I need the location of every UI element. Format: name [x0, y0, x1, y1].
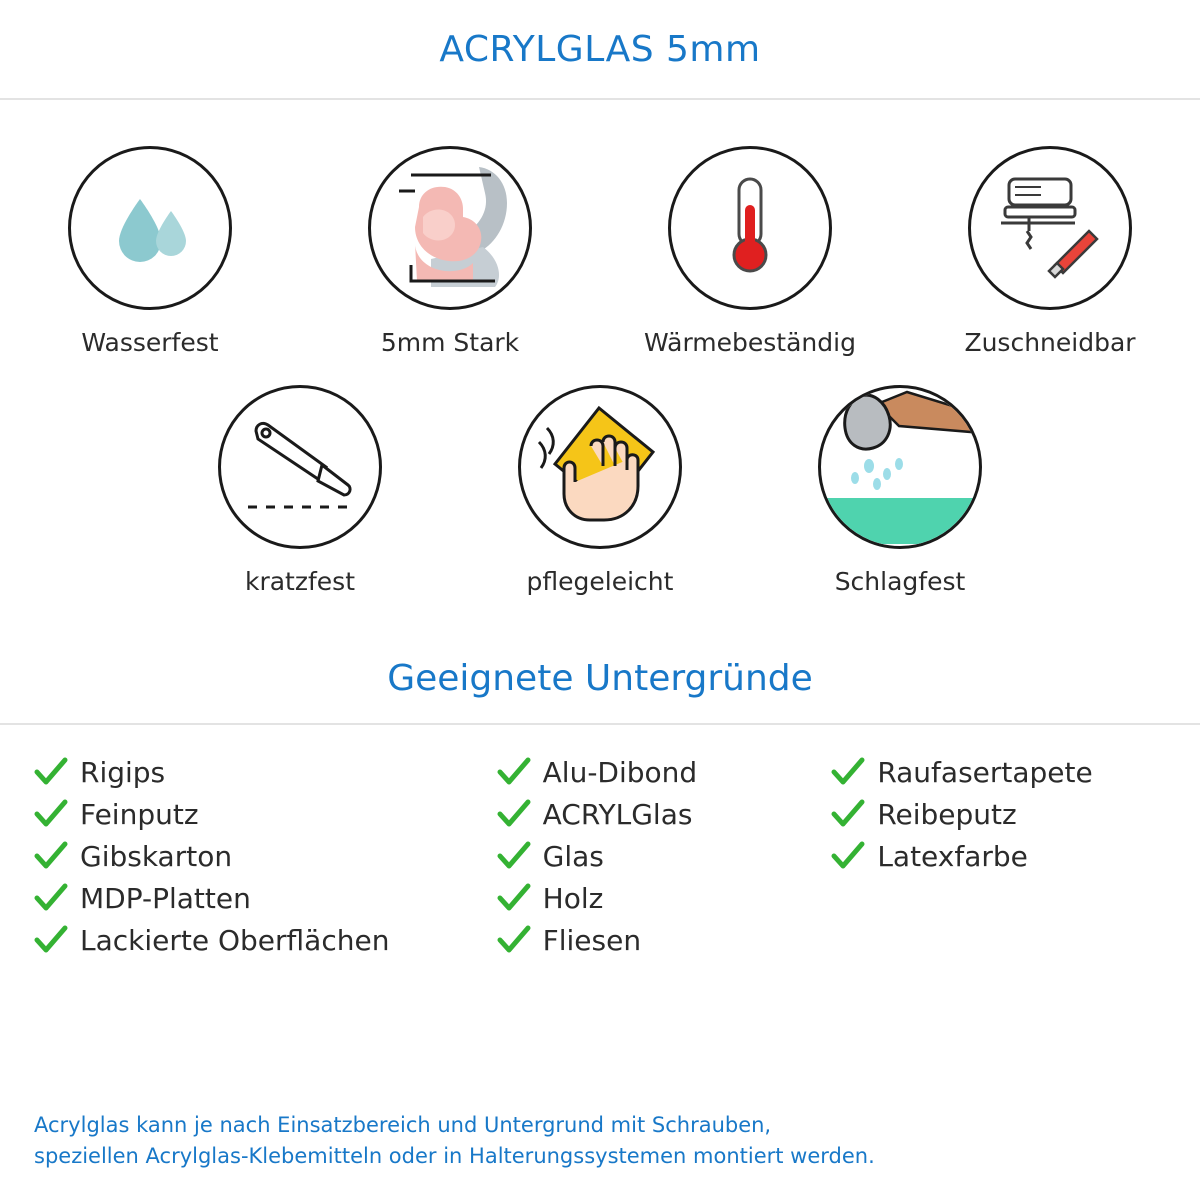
check-icon: [497, 799, 531, 829]
feature-5mm-stark: [300, 146, 600, 357]
list-item-label: Gibskarton: [80, 839, 233, 873]
feature-wasserfest: [0, 146, 300, 357]
hammer-impact-icon: [821, 386, 979, 548]
check-icon: [497, 841, 531, 871]
feature-row-2: [0, 385, 1200, 596]
list-item-label: Raufasertapete: [877, 755, 1093, 789]
feature-label: Wasserfest: [81, 328, 219, 357]
list-item-label: Lackierte Oberflächen: [80, 923, 390, 957]
feature-waermebestaendig: [600, 146, 900, 357]
check-icon: [34, 925, 68, 955]
check-icon: [34, 757, 68, 787]
check-icon: [497, 925, 531, 955]
substrates-list: [0, 725, 1200, 961]
feature-icon-circle: [518, 385, 682, 549]
list-item: [34, 919, 497, 961]
feature-label: pflegeleicht: [526, 567, 674, 596]
feature-label: 5mm Stark: [380, 328, 520, 357]
list-item: [831, 835, 1166, 877]
section-header: [0, 658, 1200, 725]
feature-zuschneidbar: [900, 146, 1200, 357]
substrates-column-2: [497, 751, 832, 961]
feature-pflegeleicht: [450, 385, 750, 596]
feature-kratzfest: [150, 385, 450, 596]
feature-icon-circle: [668, 146, 832, 310]
substrates-column-1: [34, 751, 497, 961]
list-item: [831, 793, 1166, 835]
feature-label: Schlagfest: [834, 567, 966, 596]
page-header: [0, 0, 1200, 100]
list-item-label: Alu-Dibond: [542, 755, 698, 789]
list-item-label: MDP-Platten: [80, 881, 251, 915]
feature-grid: [0, 100, 1200, 596]
check-icon: [831, 799, 865, 829]
check-icon: [34, 883, 68, 913]
feature-icon-circle: [68, 146, 232, 310]
list-item-label: Glas: [542, 839, 604, 873]
page-title: ACRYLGLAS 5mm: [439, 28, 761, 70]
check-icon: [497, 883, 531, 913]
list-item: [497, 877, 832, 919]
list-item-label: Rigips: [80, 755, 166, 789]
list-item: [34, 835, 497, 877]
thermometer-icon: [695, 171, 805, 285]
list-item: [497, 751, 832, 793]
list-item: [34, 877, 497, 919]
section-title: Geeignete Untergründe: [387, 658, 813, 699]
substrates-column-3: [831, 751, 1166, 961]
list-item: [497, 919, 832, 961]
footnote-line-2: speziellen Acrylglas-Klebemitteln oder in Halterungssystemen montiert werden.: [34, 1144, 875, 1168]
jigsaw-cutter-icon: [985, 161, 1115, 295]
feature-icon-circle: [968, 146, 1132, 310]
footnote-line-1: Acrylglas kann je nach Einsatzbereich und Untergrund mit Schrauben,: [34, 1113, 772, 1137]
check-icon: [831, 841, 865, 871]
list-item: [34, 751, 497, 793]
water-drops-icon: [95, 171, 205, 285]
footnote: [34, 1110, 1176, 1172]
feature-label: Zuschneidbar: [964, 328, 1136, 357]
check-icon: [34, 841, 68, 871]
flexed-biceps-icon: [371, 147, 529, 309]
check-icon: [497, 757, 531, 787]
list-item: [497, 835, 832, 877]
feature-icon-circle: [218, 385, 382, 549]
list-item: [497, 793, 832, 835]
feature-label: kratzfest: [244, 567, 355, 596]
feature-schlagfest: [750, 385, 1050, 596]
feature-row-1: [0, 146, 1200, 357]
list-item-label: Latexfarbe: [877, 839, 1028, 873]
list-item-label: ACRYLGlas: [542, 797, 693, 831]
feature-icon-circle: [368, 146, 532, 310]
list-item-label: Holz: [542, 881, 604, 915]
list-item-label: Feinputz: [80, 797, 199, 831]
list-item-label: Fliesen: [542, 923, 642, 957]
hand-cleaning-cloth-icon: [521, 386, 679, 548]
list-item: [34, 793, 497, 835]
feature-label: Wärmebeständig: [644, 328, 856, 357]
knife-scratch-icon: [230, 395, 370, 539]
list-item: [831, 751, 1166, 793]
check-icon: [34, 799, 68, 829]
feature-icon-circle: [818, 385, 982, 549]
list-item-label: Reibeputz: [877, 797, 1017, 831]
check-icon: [831, 757, 865, 787]
